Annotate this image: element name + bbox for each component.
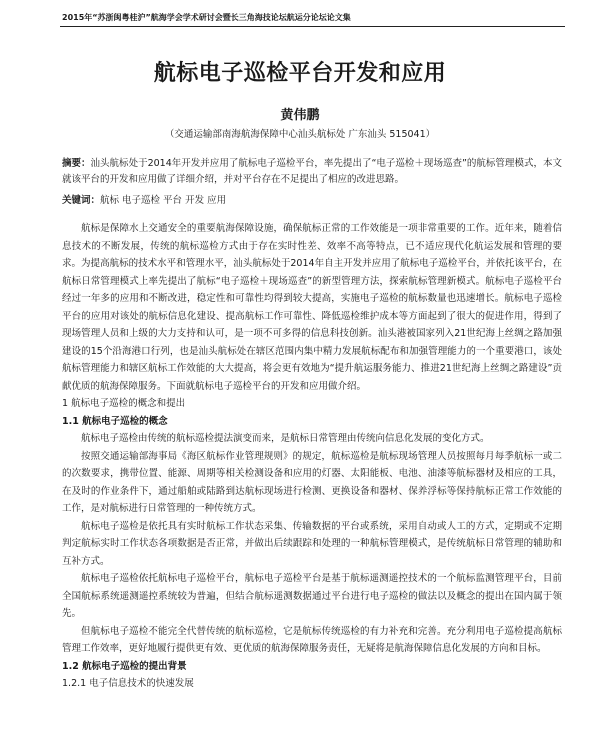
keywords [62,193,562,209]
keywords-text: 航标 电子巡检 平台 开发 应用 [100,195,227,206]
body-text [62,220,562,693]
running-header: 2015年“苏浙闽粤桂沪”航海学会学术研讨会暨长三角海技论坛航运分论坛论文集 [62,13,351,22]
abstract-label: 摘要： [62,158,91,169]
body-paragraph: 航标电子巡检由传统的航标巡检提法演变而来，是航标日常管理由传统向信息化发展的变化方式。 [81,433,490,444]
abstract-text: 汕头航标处于2014年开发并应用了航标电子巡检平台，率先提出了“电子巡检＋现场巡查”的航标管理模式，本文就该平台的开发和应用做了详细介绍，并对平台存在不足提出了相应的改进思路。 [62,158,562,185]
author-name: 黄伟鹏 [280,108,320,123]
body-paragraph: 航标电子巡检是依托具有实时航标工作状态采集、传输数据的平台或系统，采用自动或人工的方式，定期或不定期判定航标实时工作状态各项数据是否正常，并做出后续跟踪和处理的一种航标管理模式，是传统航标日常管理的辅助和互补方式。 [62,520,562,567]
subsection-heading: 1.2 航标电子巡检的提出背景 [62,660,187,672]
paper-title: 航标电子巡检平台开发和应用 [153,60,447,86]
keywords-label: 关键词： [62,195,101,206]
subsubsection-heading: 1.2.1 电子信息技术的快速发展 [62,678,194,689]
abstract [62,156,562,188]
subsection-heading: 1.1 航标电子巡检的概念 [62,415,168,427]
body-paragraph: 航标电子巡检依托航标电子巡检平台，航标电子巡检平台是基于航标遥测遥控技术的一个航标监测管理平台，目前全国航标系统遥测遥控系统较为普遍，但结合航标遥测数据通过平台进行电子巡检的做法以及概念的提出在国内属于领先。 [62,573,562,619]
author-affiliation: （交通运输部南海航海保障中心汕头航标处 广东汕头 515041） [164,129,436,140]
body-paragraph: 按照交通运输部海事局《海区航标作业管理规则》的规定，航标巡检是航标现场管理人员按照每月每季航标一或二的次数要求，携带位置、能源、周期等相关检测设备和应用的灯器、太阳能板、电池、油漆等航标器材及相应的工具，在及时的作业条件下，通过船舶或陆路到达航标现场进行检测、更换设备和器材、保养浮标等保持航标正常工作效能的工作，是对航标进行日常管理的一种传统方式。 [62,450,562,514]
section-heading: 1 航标电子巡检的概念和提出 [62,398,186,409]
intro-paragraph: 航标是保障水上交通安全的重要航海保障设施，确保航标正常的工作效能是一项非常重要的工作。近年来，随着信息技术的不断发展，传统的航标巡检方式由于存在实时性差、效率不高等特点，已不适应现代化航运发展和管理的要求。为提高航标的技术水平和管理水平，汕头航标处于2014年自主开发并应用了航标电子巡检平台，并依托该平台，在航标日常管理模式上率先提出了航标“电子巡检＋现场巡查”的新型管理方法，探索航标管理新模式。航标电子巡检平台经过一年多的应用和不断改进，稳定性和可靠性均得到较大提高，实施电子巡检的航标数量也迅速增长。航标电子巡检平台的应用对该处的航标信息化建设、提高航标工作可靠性、降低巡检维护成本等方面起到了很大的促进作用，得到了现场管理人员和上级的大力支持和认可，是一项不可多得的信息科技创新。汕头港被国家列入21世纪海上丝绸之路加强建设的15个沿海港口行列，也是汕头航标处在辖区范围内集中精力发展航标配布和加强管理能力的一个重要港口，该处航标管理能力和辖区航标工作效能的大大提高，将会更有效地为“提升航运服务能力、推进21世纪海上丝绸之路建设”贡献优质的航海保障服务。下面就航标电子巡检平台的开发和应用做介绍。 [62,223,562,392]
body-paragraph: 但航标电子巡检不能完全代替传统的航标巡检，它是航标传统巡检的有力补充和完善。充分利用电子巡检提高航标管理工作效率，更好地履行提供更有效、更优质的航海保障服务责任，无疑将是航海保障信息化发展的方向和目标。 [62,625,562,654]
header-rule [60,26,565,27]
